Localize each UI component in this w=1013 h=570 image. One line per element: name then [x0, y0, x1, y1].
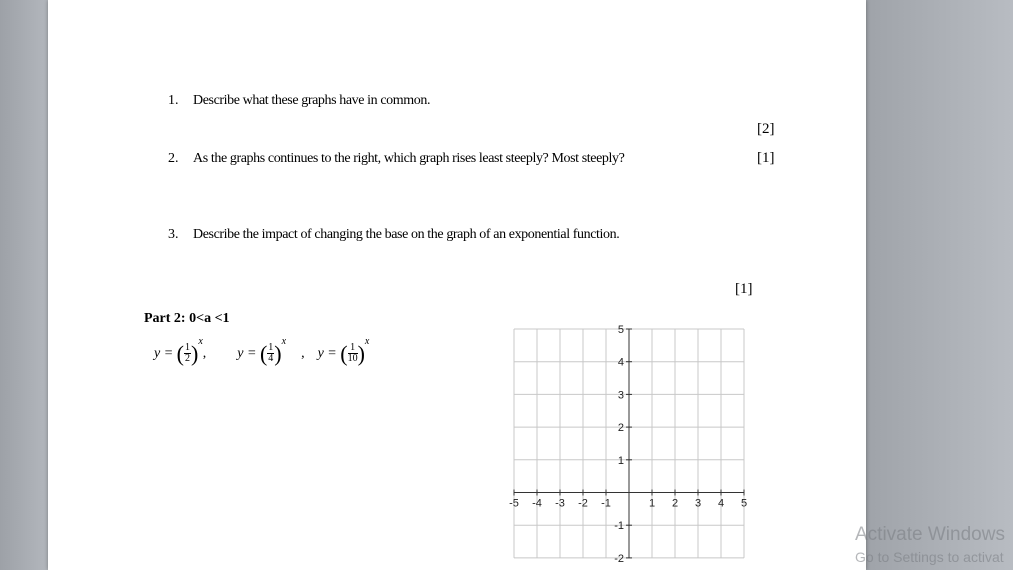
y-tick-label: -1: [614, 520, 624, 533]
question-1-number: 1.: [168, 93, 179, 108]
y-tick-label: 5: [617, 324, 624, 336]
x-tick-label: -4: [532, 497, 542, 510]
question-2-mark: [1]: [757, 150, 775, 166]
question-2-text: As the graphs continues to the right, which graph rises least steeply? Most steeply?: [193, 151, 625, 166]
activate-windows-subtitle: Go to Settings to activat: [855, 549, 1004, 565]
equation-3: y = ( $\frac{1}{10}$ )$^x$: [317, 336, 370, 366]
coordinate-grid: [453, 318, 763, 570]
question-1-text: Describe what these graphs have in common.: [193, 93, 431, 108]
x-tick-label: 2: [671, 497, 679, 510]
fraction-3: $\frac{1}{10}$: [347, 342, 358, 365]
part-2-title: Part 2: 0<a <1: [144, 311, 230, 326]
equation-list: y = ( $\frac{1}{2}$ )$^x$, y = ( $\frac{1}{4}$ )$^x$ , y = ( $\frac{1}{10}$ )$^x$: [154, 336, 370, 366]
question-3-mark: [1]: [735, 281, 753, 297]
window-background-right: [866, 0, 1013, 570]
window-background-left: [0, 0, 48, 570]
fraction-1: $\frac{1}{2}$: [185, 342, 190, 365]
fraction-2: $\frac{1}{4}$: [268, 342, 274, 365]
x-tick-label: 1: [648, 497, 656, 510]
activate-windows-title: Activate Windows: [855, 524, 1005, 545]
document-page[interactable]: [48, 0, 866, 570]
y-tick-label: 2: [617, 422, 624, 435]
x-tick-label: 3: [694, 497, 702, 510]
x-tick-label: -5: [509, 497, 519, 510]
question-2-number: 2.: [168, 151, 179, 166]
x-tick-label: -1: [601, 497, 611, 510]
equation-2: y = ( $\frac{1}{4}$ )$^x$: [237, 336, 287, 366]
question-3-text: Describe the impact of changing the base on the graph of an exponential function.: [193, 227, 620, 242]
y-tick-label: 4: [617, 356, 624, 369]
x-tick-label: -2: [578, 497, 588, 510]
question-3-number: 3.: [168, 227, 179, 242]
question-1-mark: [2]: [757, 121, 775, 137]
y-tick-label: 1: [617, 454, 624, 467]
y-tick-label: 3: [617, 389, 624, 402]
y-tick-label: -2: [614, 552, 624, 565]
equation-1: y = ( $\frac{1}{2}$ )$^x$,: [154, 336, 207, 366]
x-tick-label: -3: [555, 497, 565, 510]
x-tick-label: 4: [717, 497, 725, 510]
x-tick-label: 5: [740, 497, 748, 510]
